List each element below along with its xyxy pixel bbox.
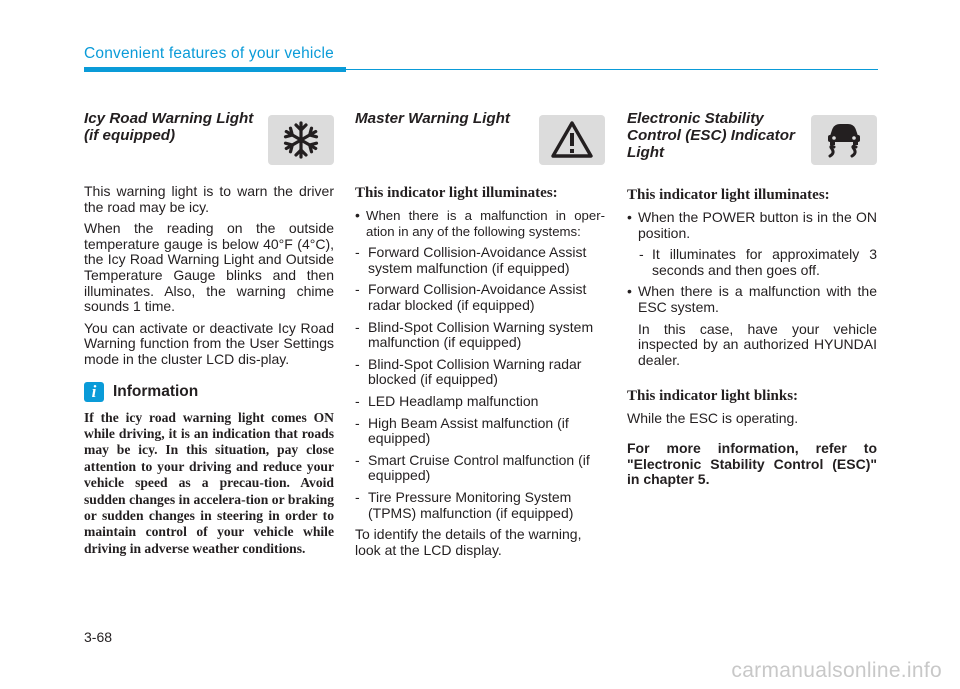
list-item: - LED Headlamp malfunction xyxy=(355,392,539,409)
snowflake-icon xyxy=(268,115,334,165)
esc-skidding-car-icon xyxy=(811,115,877,165)
list-item: - Blind-Spot Collision Warning system malfunction (if equipped) xyxy=(355,318,594,351)
icy-road-para-3: You can activate or deactivate Icy Road Warning function from the User Settings mode in the cluster LCD dis-play. xyxy=(84,319,334,367)
esc-subhead-blinks: This indicator light blinks: xyxy=(627,388,799,405)
information-text: If the icy road warning light comes ON while driving, it is an indication that roads may be icy. In this situation, pay close attention to your driving and reduce your vehicle speed as a precau-tion. Avoid sudden changes in accelera-tion or braking or sudden changes in steering in order to maintain control of your vehicle while driving in adverse weather conditions. xyxy=(84,409,334,556)
master-warning-bullet xyxy=(355,208,605,239)
info-icon: i xyxy=(84,382,104,402)
list-item: - Forward Collision-Avoidance Assist system malfunction (if equipped) xyxy=(355,244,587,276)
list-item: - Forward Collision-Avoidance Assist radar blocked (if equipped) xyxy=(355,281,587,313)
list-item: - Blind-Spot Collision Warning radar blocked (if equipped) xyxy=(355,355,582,388)
esc-section xyxy=(627,110,877,494)
master-warning-subhead: This indicator light illuminates: xyxy=(355,185,558,201)
warning-triangle-icon xyxy=(539,115,605,165)
master-warning-title: Master Warning Light xyxy=(355,110,510,127)
master-warning-footer: To identify the details of the warning, look at the LCD display. xyxy=(355,526,582,558)
icy-road-para-2: When the reading on the outside temperature gauge is below 40°F (4°C), the Icy Road Warning Light and Outside Temperature Gauge blinks and then illuminates. Also, the warning chime sounds 1 time. xyxy=(84,220,334,315)
header-rule xyxy=(346,69,878,70)
list-item: - Tire Pressure Monitoring System (TPMS) malfunction (if equipped) xyxy=(355,488,574,521)
header-accent-bar xyxy=(84,67,346,72)
list-item: - High Beam Assist malfunction (if equipped) xyxy=(355,414,569,447)
icy-road-section xyxy=(84,110,334,557)
watermark: carmanualsonline.info xyxy=(731,659,942,682)
icy-road-title: Icy Road Warning Light (if equipped) xyxy=(84,110,254,144)
esc-bullet-1: • When the POWER button is in the ON position. xyxy=(627,209,877,241)
list-item: - Smart Cruise Control malfunction (if equipped) xyxy=(355,451,590,484)
master-warning-section xyxy=(355,110,605,564)
bullet-mark: • xyxy=(355,207,360,223)
icy-road-para-1: This warning light is to warn the driver the road may be icy. xyxy=(84,183,334,215)
esc-bullet-2-note: In this case, have your vehicle inspected by an authorized HYUNDAI dealer. xyxy=(638,320,877,368)
page-number: 3-68 xyxy=(84,629,113,645)
esc-more-info: For more information, refer to "Electronic Stability Control (ESC)" in chapter 5. xyxy=(627,439,877,488)
esc-blink-text: While the ESC is operating. xyxy=(627,410,799,427)
section-title: Convenient features of your vehicle xyxy=(84,45,334,62)
esc-bullet-2: • When there is a malfunction with the ESC system. xyxy=(627,283,877,315)
information-heading xyxy=(84,382,334,402)
esc-sub-item: - It illuminates for approximately 3 seconds and then goes off. xyxy=(639,246,877,278)
esc-subhead-illuminates: This indicator light illuminates: xyxy=(627,187,830,203)
information-label: Information xyxy=(113,382,199,400)
bullet-text: When there is a malfunction in oper-ation in any of the following systems: xyxy=(366,208,605,239)
esc-title: Electronic Stability Control (ESC) Indicator Light xyxy=(627,110,795,161)
